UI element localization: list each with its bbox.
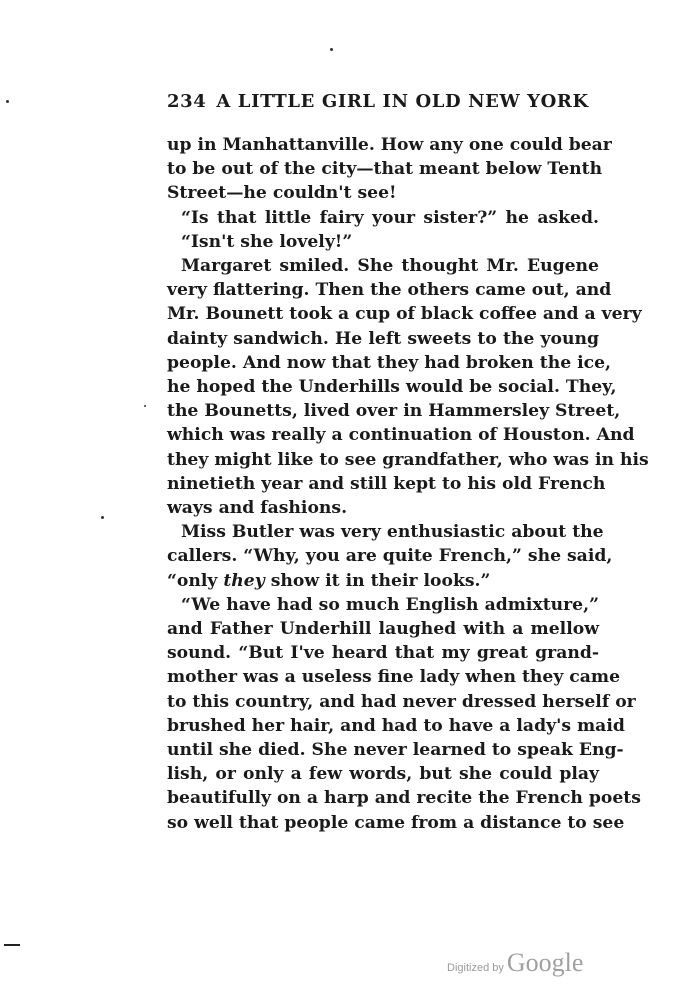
text-line: which was really a continuation of Houston. And [167,425,635,446]
text-line: dainty sandwich. He left sweets to the young [167,328,599,349]
text-line: ways and fashions. [167,498,348,519]
scan-speck [330,48,333,51]
text-line: brushed her hair, and had to have a lady's maid [167,715,625,736]
page-header [167,93,599,111]
text-line: up in Manhattanville. How any one could bear [167,135,612,155]
text-line: “only they show it in their looks.” [167,570,491,591]
running-title: A LITTLE GIRL IN OLD NEW YORK [216,91,589,112]
text-line: Mr. Bounett took a cup of black coffee and a very [167,304,642,325]
text-line: beautifully on a harp and recite the French poets [167,788,641,809]
scan-speck [101,516,104,519]
text-line: until she died. She never learned to speak Eng- [167,740,624,761]
text-line: he hoped the Underhills would be social. They, [167,377,617,398]
text-line: “Isn't she lovely!” [181,231,353,252]
page-number: 234 [167,91,207,112]
text-line: Margaret smiled. She thought Mr. Eugene [181,256,599,277]
google-logo: Google [506,948,584,977]
text-line: to be out of the city—that meant below Tenth [167,159,603,180]
text-line: Street—he couldn't see! [167,183,397,204]
text-line: callers. “Why, you are quite French,” she said, [167,546,613,567]
scan-speck [6,100,9,103]
text-line: mother was a useless fine lady when they came [167,667,621,688]
text-line: ninetieth year and still kept to his old French [167,473,606,494]
scan-margin-mark [4,944,20,946]
scan-speck [144,405,146,407]
digitized-by-credit [447,948,583,978]
text-line: and Father Underhill laughed with a mellow [167,619,599,640]
text-line: “We have had so much English admixture,” [181,594,599,615]
text-line: “Is that little fairy your sister?” he asked. [181,207,599,228]
text-line: very flattering. Then the others came out, and [167,280,612,301]
text-line: people. And now that they had broken the ice, [167,352,612,373]
digitized-prefix: Digitized by [447,962,504,974]
text-line: they might like to see grandfather, who was in his [167,449,649,470]
body-text [167,133,649,835]
text-line: Miss Butler was very enthusiastic about the [181,522,604,543]
text-line: the Bounetts, lived over in Hammersley Street, [167,401,621,422]
text-line: lish, or only a few words, but she could play [167,764,599,785]
text-line: so well that people came from a distance to see [167,812,625,833]
emphasized-word: they [223,570,265,591]
text-line: sound. “But I've heard that my great grand- [167,643,599,664]
text-line: to this country, and had never dressed herself or [167,691,636,712]
